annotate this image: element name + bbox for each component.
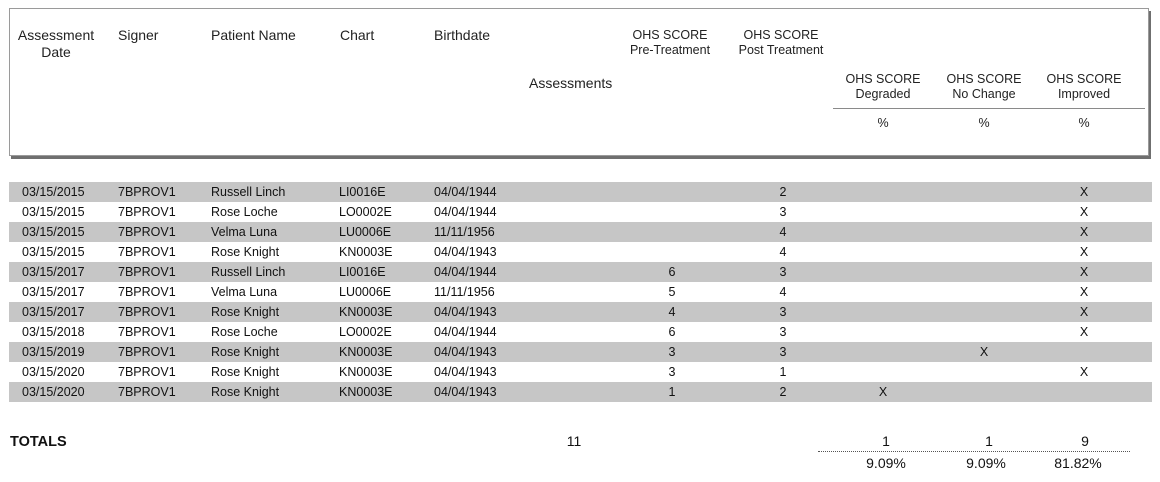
cell-improved: X xyxy=(1079,225,1089,239)
cell-improved: X xyxy=(1079,365,1089,379)
totals-improved-count: 9 xyxy=(1081,433,1089,449)
cell-birthdate: 04/04/1943 xyxy=(434,345,497,359)
cell-chart: LI0016E xyxy=(339,265,386,279)
header-improved-line1: OHS SCORE xyxy=(1046,72,1122,86)
header-assessment-date xyxy=(12,27,100,61)
data-rows xyxy=(9,182,1152,402)
header-chart: Chart xyxy=(340,27,375,43)
cell-improved: X xyxy=(1079,185,1089,199)
cell-chart: KN0003E xyxy=(339,385,393,399)
header-pct-degraded: % xyxy=(877,116,889,130)
cell-signer: 7BPROV1 xyxy=(118,385,176,399)
cell-signer: 7BPROV1 xyxy=(118,345,176,359)
cell-post: 3 xyxy=(779,345,787,359)
header-pre-line1: OHS SCORE xyxy=(632,28,708,42)
cell-post: 2 xyxy=(779,185,787,199)
cell-improved: X xyxy=(1079,205,1089,219)
header-assessment-date-line2: Date xyxy=(41,44,71,60)
table-row xyxy=(9,302,1152,322)
cell-patient: Rose Knight xyxy=(211,245,280,259)
table-row xyxy=(9,202,1152,222)
header-post-treatment xyxy=(731,28,831,58)
cell-no-change: X xyxy=(979,345,989,359)
cell-birthdate: 04/04/1944 xyxy=(434,265,497,279)
totals-label: TOTALS xyxy=(10,434,67,450)
cell-chart: KN0003E xyxy=(339,365,393,379)
table-row xyxy=(9,382,1152,402)
header-nochange-line1: OHS SCORE xyxy=(946,72,1022,86)
cell-birthdate: 04/04/1943 xyxy=(434,245,497,259)
cell-signer: 7BPROV1 xyxy=(118,325,176,339)
cell-post: 3 xyxy=(779,305,787,319)
cell-signer: 7BPROV1 xyxy=(118,285,176,299)
cell-birthdate: 04/04/1944 xyxy=(434,185,497,199)
header-patient-name: Patient Name xyxy=(211,27,296,43)
cell-birthdate: 04/04/1944 xyxy=(434,205,497,219)
cell-patient: Rose Knight xyxy=(211,385,280,399)
cell-patient: Russell Linch xyxy=(211,185,286,199)
cell-post: 4 xyxy=(779,285,787,299)
cell-pre: 3 xyxy=(668,345,676,359)
cell-chart: LU0006E xyxy=(339,225,392,239)
cell-birthdate: 04/04/1943 xyxy=(434,385,497,399)
cell-date: 03/15/2019 xyxy=(22,345,85,359)
cell-patient: Velma Luna xyxy=(211,225,278,239)
totals-no-change-count: 1 xyxy=(985,433,993,449)
cell-pre: 3 xyxy=(668,365,676,379)
header-assessments: Assessments xyxy=(529,75,613,91)
table-row xyxy=(9,342,1152,362)
header-assessment-date-line1: Assessment xyxy=(17,27,95,43)
totals-no-change-pct: 9.09% xyxy=(966,455,1006,471)
cell-signer: 7BPROV1 xyxy=(118,185,176,199)
cell-improved: X xyxy=(1079,285,1089,299)
cell-date: 03/15/2017 xyxy=(22,305,85,319)
cell-date: 03/15/2015 xyxy=(22,185,85,199)
cell-birthdate: 11/11/1956 xyxy=(434,225,495,239)
header-post-line2: Post Treatment xyxy=(738,43,824,57)
cell-birthdate: 11/11/1956 xyxy=(434,285,495,299)
header-pre-treatment xyxy=(620,28,720,58)
cell-pre: 6 xyxy=(668,265,676,279)
cell-improved: X xyxy=(1079,325,1089,339)
cell-improved: X xyxy=(1079,305,1089,319)
cell-degraded: X xyxy=(878,385,888,399)
table-row xyxy=(9,242,1152,262)
cell-post: 3 xyxy=(779,265,787,279)
cell-chart: LO0002E xyxy=(339,205,392,219)
cell-birthdate: 04/04/1943 xyxy=(434,305,497,319)
cell-signer: 7BPROV1 xyxy=(118,265,176,279)
cell-signer: 7BPROV1 xyxy=(118,305,176,319)
cell-date: 03/15/2017 xyxy=(22,285,85,299)
header-no-change xyxy=(934,72,1034,102)
cell-date: 03/15/2020 xyxy=(22,385,85,399)
table-row xyxy=(9,362,1152,382)
table-row xyxy=(9,282,1152,302)
cell-signer: 7BPROV1 xyxy=(118,225,176,239)
header-signer: Signer xyxy=(118,27,159,43)
table-row xyxy=(9,262,1152,282)
totals-improved-pct: 81.82% xyxy=(1054,455,1102,471)
header-improved-line2: Improved xyxy=(1057,87,1111,101)
table-row xyxy=(9,182,1152,202)
header-post-line1: OHS SCORE xyxy=(743,28,819,42)
cell-post: 2 xyxy=(779,385,787,399)
cell-signer: 7BPROV1 xyxy=(118,205,176,219)
cell-birthdate: 04/04/1943 xyxy=(434,365,497,379)
header-pct-improved: % xyxy=(1078,116,1090,130)
cell-post: 4 xyxy=(779,225,787,239)
header-nochange-line2: No Change xyxy=(952,87,1016,101)
header-degraded-line2: Degraded xyxy=(855,87,911,101)
cell-pre: 5 xyxy=(668,285,676,299)
cell-pre: 1 xyxy=(668,385,676,399)
header-degraded-line1: OHS SCORE xyxy=(845,72,921,86)
totals-degraded-pct: 9.09% xyxy=(866,455,906,471)
cell-date: 03/15/2015 xyxy=(22,205,85,219)
cell-signer: 7BPROV1 xyxy=(118,245,176,259)
cell-pre: 6 xyxy=(668,325,676,339)
cell-chart: LI0016E xyxy=(339,185,386,199)
cell-improved: X xyxy=(1079,245,1089,259)
header-pre-line2: Pre-Treatment xyxy=(629,43,711,57)
cell-post: 3 xyxy=(779,205,787,219)
cell-improved: X xyxy=(1079,265,1089,279)
cell-date: 03/15/2017 xyxy=(22,265,85,279)
header-birthdate: Birthdate xyxy=(434,27,491,43)
header-pct-no-change: % xyxy=(978,116,990,130)
cell-post: 1 xyxy=(779,365,787,379)
totals-assessments: 11 xyxy=(566,433,582,449)
table-row xyxy=(9,322,1152,342)
cell-date: 03/15/2015 xyxy=(22,225,85,239)
cell-post: 3 xyxy=(779,325,787,339)
cell-pre: 4 xyxy=(668,305,676,319)
totals-degraded-count: 1 xyxy=(882,433,890,449)
totals-divider xyxy=(818,451,1130,452)
table-row xyxy=(9,222,1152,242)
cell-post: 4 xyxy=(779,245,787,259)
cell-date: 03/15/2015 xyxy=(22,245,85,259)
cell-chart: LU0006E xyxy=(339,285,392,299)
cell-patient: Velma Luna xyxy=(211,285,278,299)
header-degraded xyxy=(833,72,933,102)
cell-chart: KN0003E xyxy=(339,245,393,259)
cell-chart: KN0003E xyxy=(339,345,393,359)
header-divider xyxy=(833,108,1145,109)
cell-chart: KN0003E xyxy=(339,305,393,319)
cell-chart: LO0002E xyxy=(339,325,392,339)
cell-patient: Russell Linch xyxy=(211,265,286,279)
cell-signer: 7BPROV1 xyxy=(118,365,176,379)
cell-patient: Rose Knight xyxy=(211,365,280,379)
cell-date: 03/15/2020 xyxy=(22,365,85,379)
header-improved xyxy=(1034,72,1134,102)
cell-birthdate: 04/04/1944 xyxy=(434,325,497,339)
cell-patient: Rose Knight xyxy=(211,305,280,319)
cell-patient: Rose Loche xyxy=(211,205,278,219)
cell-date: 03/15/2018 xyxy=(22,325,85,339)
cell-patient: Rose Knight xyxy=(211,345,280,359)
cell-patient: Rose Loche xyxy=(211,325,278,339)
